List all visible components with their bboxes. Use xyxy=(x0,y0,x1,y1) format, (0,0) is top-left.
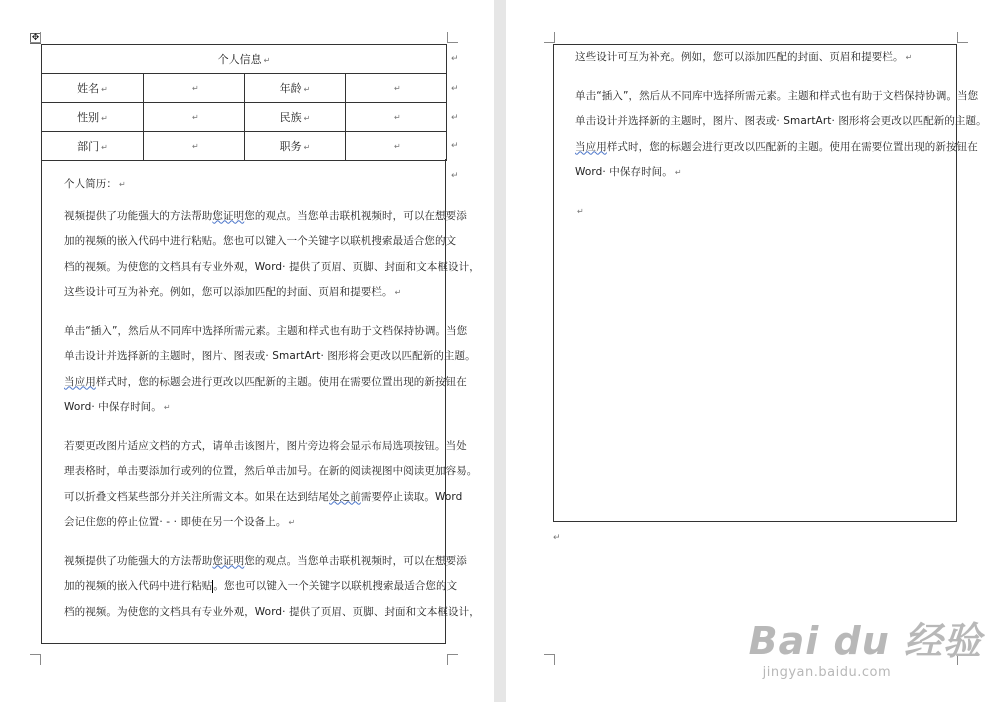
crop-mark-bottom-left xyxy=(544,654,555,665)
text-line: 这些设计可互为补充。例如，您可以添加匹配的封面、页眉和提要栏。 ↵ xyxy=(64,286,402,298)
value-cell-ethnicity[interactable]: ↵ xyxy=(346,103,447,132)
label-cell-age[interactable]: 年龄 ↵ xyxy=(245,74,346,103)
document-page-1 xyxy=(0,0,494,702)
row-end-mark: ↵ xyxy=(451,54,459,64)
text-line: 理表格时，单击要添加行或列的位置，然后单击加号。在新的阅读视图中阅读更加容易。 xyxy=(64,465,478,477)
text-line: 档的视频。为使您的文档具有专业外观，Word· 提供了页眉、页脚、封面和文本框设计， xyxy=(64,605,480,618)
empty-paragraph-mark: ↵ xyxy=(577,206,584,216)
value-cell-name[interactable]: ↵ xyxy=(144,74,245,103)
text-line: 单击设计并选择新的主题时，图片、图表或· SmartArt· 图形将会更改以匹配新的主题。 xyxy=(64,350,476,362)
field-label-ethnicity: 民族 xyxy=(279,111,302,124)
label-cell-gender[interactable]: 性别 ↵ xyxy=(42,103,144,132)
label-cell-department[interactable]: 部门 ↵ xyxy=(42,132,144,161)
crop-mark-bottom-right xyxy=(447,654,458,665)
label-cell-ethnicity[interactable]: 民族 ↵ xyxy=(245,103,346,132)
personal-info-table xyxy=(41,44,447,161)
text-line: 当应用样式时，您的标题会进行更改以匹配新的主题。使用在需要位置出现的新按钮在 xyxy=(64,375,467,388)
value-cell-position[interactable]: ↵ xyxy=(346,132,447,161)
resume-body[interactable] xyxy=(64,172,480,638)
field-label-age: 年龄 xyxy=(279,82,302,95)
paragraph-mark: ↵ xyxy=(553,533,561,543)
continued-text[interactable] xyxy=(575,45,987,224)
text-line: 单击“插入”，然后从不同库中选择所需元素。主题和样式也有助于文档保持协调。当您 xyxy=(64,324,468,337)
text-line: 当应用样式时，您的标题会进行更改以匹配新的主题。使用在需要位置出现的新按钮在 xyxy=(575,140,978,153)
row-end-mark: ↵ xyxy=(451,84,459,94)
watermark-brand: Bai du 经验 xyxy=(748,619,982,663)
crop-mark-top-left xyxy=(544,32,555,43)
text-line: 视频提供了功能强大的方法帮助您证明您的观点。当您单击联机视频时，可以在想要添 xyxy=(64,209,467,222)
page1-text-lines xyxy=(64,204,480,626)
row-end-mark: ↵ xyxy=(451,113,459,123)
value-cell-gender[interactable]: ↵ xyxy=(144,103,245,132)
page2-text-lines xyxy=(575,45,987,186)
row-end-mark: ↵ xyxy=(451,171,459,181)
document-page-2 xyxy=(506,0,1000,702)
text-line: 单击设计并选择新的主题时，图片、图表或· SmartArt· 图形将会更改以匹配新的主题。 xyxy=(575,115,987,127)
baidu-jingyan-watermark xyxy=(749,610,982,680)
field-label-name: 姓名 xyxy=(77,82,100,95)
text-line: 这些设计可互为补充。例如，您可以添加匹配的封面、页眉和提要栏。 ↵ xyxy=(575,51,913,63)
label-cell-name[interactable]: 姓名 ↵ xyxy=(42,74,144,103)
text-line: 视频提供了功能强大的方法帮助您证明您的观点。当您单击联机视频时，可以在想要添 xyxy=(64,554,467,567)
crop-mark-top-right xyxy=(957,32,968,43)
label-cell-position[interactable]: 职务 ↵ xyxy=(245,132,346,161)
crop-mark-bottom-left xyxy=(30,654,41,665)
text-line: 档的视频。为使您的文档具有专业外观，Word· 提供了页眉、页脚、封面和文本框设计， xyxy=(64,260,480,273)
row-end-mark: ↵ xyxy=(451,141,459,151)
text-line: Word· 中保存时间。 ↵ xyxy=(575,166,682,178)
value-cell-age[interactable]: ↵ xyxy=(346,74,447,103)
text-line: 加的视频的嵌入代码中进行粘贴。您也可以键入一个关键字以联机搜索最适合您的文 xyxy=(64,580,458,592)
crop-mark-top-right xyxy=(447,32,458,43)
value-cell-department[interactable]: ↵ xyxy=(144,132,245,161)
field-label-department: 部门 xyxy=(77,140,100,153)
text-line: 若要更改图片适应文档的方式，请单击该图片，图片旁边将会显示布局选项按钮。当处 xyxy=(64,439,467,452)
resume-title: 个人简历： ↵ xyxy=(64,178,126,190)
crop-mark-top-left xyxy=(30,32,41,43)
watermark-url: jingyan.baidu.com xyxy=(762,665,892,680)
text-line: 加的视频的嵌入代码中进行粘贴。您也可以键入一个关键字以联机搜索最适合您的文 xyxy=(64,235,457,247)
text-line: 可以折叠文档某些部分并关注所需文本。如果在达到结尾处之前需要停止读取。Word xyxy=(64,490,463,503)
field-label-position: 职务 xyxy=(279,140,302,153)
field-label-gender: 性别 xyxy=(77,111,100,124)
text-line: 单击“插入”，然后从不同库中选择所需元素。主题和样式也有助于文档保持协调。当您 xyxy=(575,89,979,102)
table-move-handle-icon[interactable]: ✥ xyxy=(31,33,40,43)
text-line: Word· 中保存时间。 ↵ xyxy=(64,401,171,413)
table-title-cell[interactable]: 个人信息 ↵ xyxy=(42,45,447,74)
table-title: 个人信息 xyxy=(217,53,262,66)
text-line: 会记住您的停止位置· - · 即使在另一个设备上。 ↵ xyxy=(64,516,296,528)
